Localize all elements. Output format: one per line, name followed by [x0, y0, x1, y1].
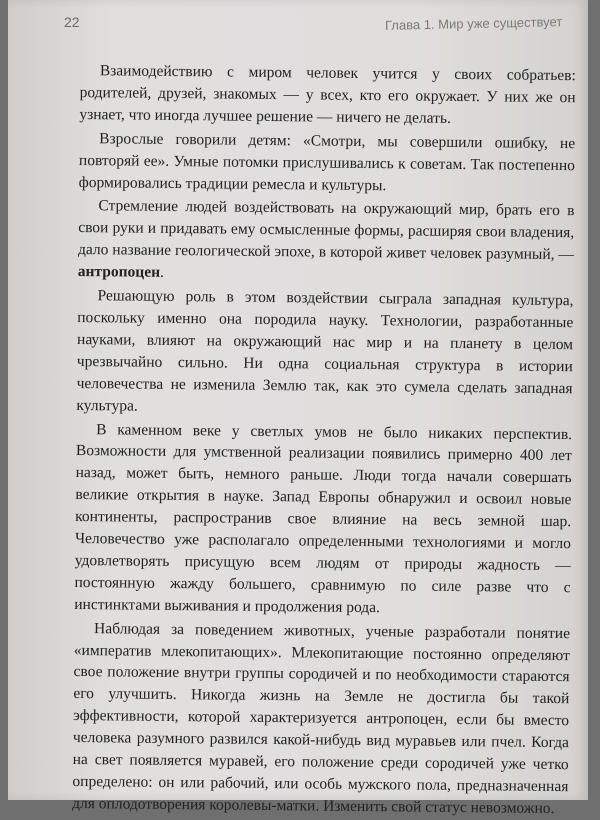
paragraph-3 — [78, 195, 575, 288]
paragraph-5: В каменном веке у светлых умов не было никаких перспектив. Возможности для умственной реализации появились примерно 400 лет назад, может быть, немного раньше. Люди тогда начали совершать великие открытия в науке. Запад Европы обнаружил и освоил новые континенты, распространив свое влияние на весь земной шар. Человечество уже располагало определенными технологиями и могло удовлетворять присущую всем людям от природы жадность — постоянную жажду большего, сравнимую по силе разве что с инстинктами выживания и продолжения рода. — [74, 420, 573, 616]
paragraph-1: Взаимодействию с миром человек учится у своих собратьев: родителей, друзей, знакомых — у всех, кто его окружает. У них же он узнает, что иногда лучшее решение — ничего не делать. — [79, 62, 576, 127]
page-number: 22 — [64, 14, 80, 30]
paragraph-3-end: . — [159, 264, 165, 282]
paragraph-3-text: Стремление людей воздействовать на окружающий мир, брать его в свои руки и придавать ему осмысленные формы, расширяя свои владения, дало название геологической эпохе, в которой живет человек разумный, — — [77, 197, 575, 264]
book-page — [8, 0, 588, 817]
running-head: Глава 1. Мир уже существует — [384, 14, 563, 33]
paragraph-6: Наблюдая за поведением животных, ученые разработали понятие «императив млекопитающих». Млекопитающие постоянно определяют свое положение внутри группы сородичей и по необходимости стараются его улучшить. Никогда жизнь на Земле не достигла бы такой эффективности, которой характеризуется антропоцен, если бы вместо человека разумного развился какой-нибудь вид муравьев или пчел. Когда на свет появляется муравей, его положение среди сородичей уже четко определено: он или рабочий, или особь мужского пола, предназначенная для оплодотворения королевы-матки. Изменить свой статус невозможно. — [72, 619, 571, 817]
term-anthropocene: антропоцен — [77, 263, 161, 282]
paragraph-2: Взрослые говорили детям: «Смотри, мы совершили ошибку, не повторяй ее». Умные потомки прислушивались к советам. Так постепенно формировались традиции ремесла и культуры. — [78, 129, 576, 194]
paragraph-4: Решающую роль в этом воздействии сыграла западная культура, поскольку именно она породила науку. Технологии, разработанные науками, влияют на окружающий нас мир и на планету в целом чрезвычайно сильно. Ни одна социальная структура в истории человечества не изменила Землю так, как это сумела сделать западная культура. — [76, 287, 574, 415]
body-text — [72, 60, 576, 820]
